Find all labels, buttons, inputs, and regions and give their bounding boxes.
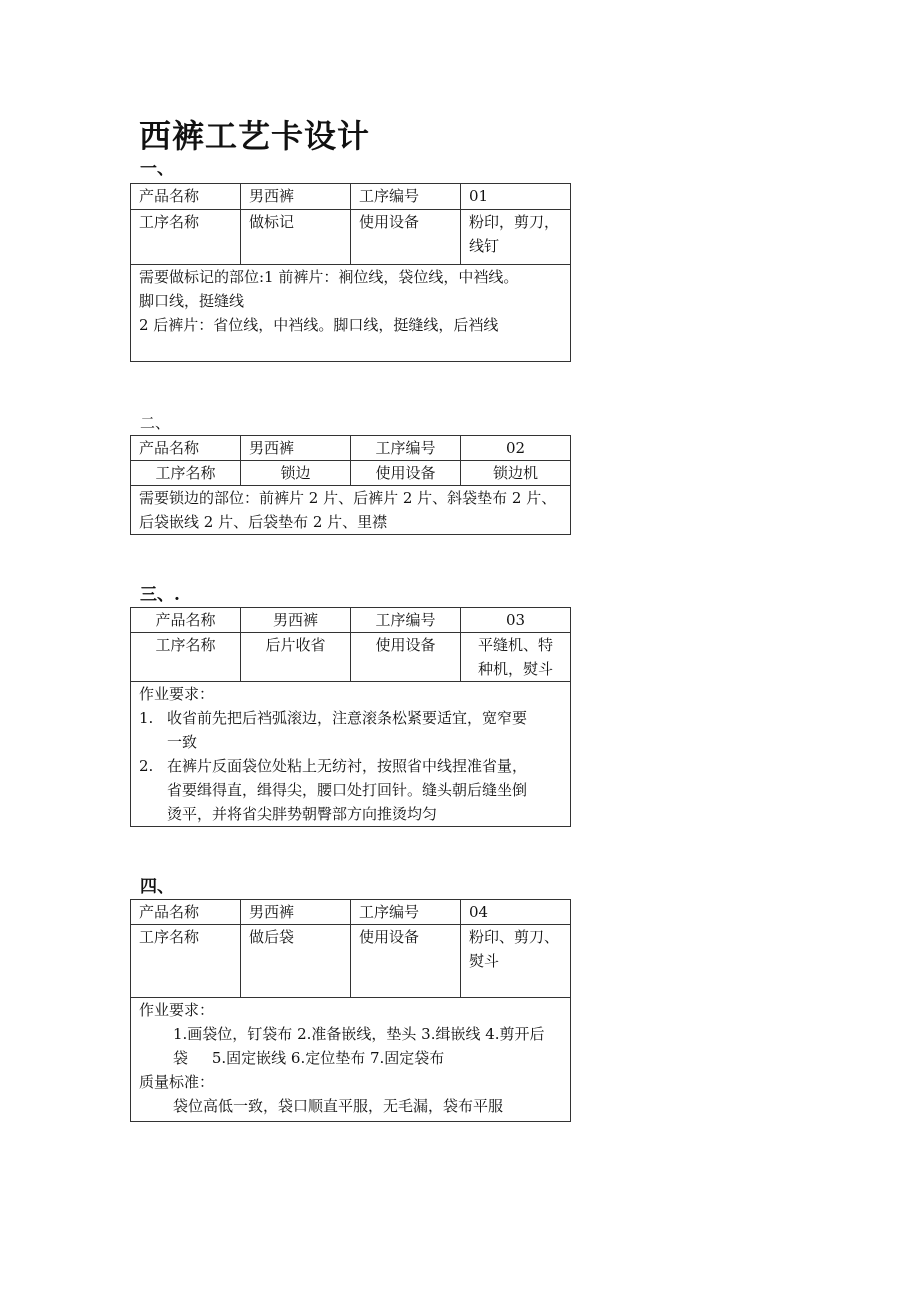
product-name-label: 产品名称 (131, 436, 241, 461)
quality-standard: 袋位高低一致，袋口顺直平服，无毛漏，袋布平服 (173, 1097, 504, 1115)
requirements-list (139, 706, 562, 826)
step-line: 袋 5.固定嵌线 6.定位垫布 7.固定袋布 (173, 1049, 445, 1067)
product-name-value: 男西裤 (241, 608, 351, 633)
process-card-1 (130, 183, 571, 362)
equipment-value (461, 633, 571, 682)
product-name-label: 产品名称 (131, 608, 241, 633)
requirements-title: 作业要求： (139, 1001, 215, 1019)
description-line: 需要做标记的部位:1 前裤片：裥位线，袋位线，中裆线。 (139, 268, 519, 286)
equipment-line: 平缝机、特 (477, 636, 553, 654)
step-line: 1.画袋位，钉袋布 2.准备嵌线，垫头 3.缉嵌线 4.剪开后 (173, 1025, 545, 1043)
process-name-label: 工序名称 (131, 210, 241, 265)
process-name-label: 工序名称 (131, 633, 241, 682)
section-2-label: 二、 (140, 414, 171, 432)
equipment-line: 粉印、剪刀、 (469, 928, 560, 946)
work-requirements (131, 998, 571, 1122)
equipment-label: 使用设备 (351, 633, 461, 682)
process-no-value: 01 (461, 184, 571, 210)
marking-description (131, 265, 571, 362)
process-no-value: 04 (461, 900, 571, 925)
list-item (139, 754, 562, 826)
equipment-line: 熨斗 (469, 952, 500, 970)
list-line: 省要缉得直，缉得尖，腰口处打回针。缝头朝后缝坐倒 (167, 781, 528, 799)
equipment-value (461, 925, 571, 998)
description-line: 需要锁边的部位：前裤片 2 片、后裤片 2 片、斜袋垫布 2 片、 (139, 489, 557, 507)
product-name-value: 男西裤 (241, 900, 351, 925)
process-name-value: 做标记 (241, 210, 351, 265)
process-name-value: 做后袋 (241, 925, 351, 998)
section-4-label: 四、 (140, 877, 174, 897)
process-name-label: 工序名称 (131, 925, 241, 998)
description-line: 后袋嵌线 2 片、后袋垫布 2 片、里襟 (139, 513, 388, 531)
product-name-label: 产品名称 (131, 900, 241, 925)
equipment-value (461, 210, 571, 265)
serging-description (131, 486, 571, 535)
process-no-label: 工序编号 (351, 436, 461, 461)
list-number: 2. (139, 757, 154, 775)
description-line: 2 后裤片：省位线，中裆线。脚口线，挺缝线，后裆线 (139, 316, 499, 334)
process-no-label: 工序编号 (351, 900, 461, 925)
process-name-value: 锁边 (241, 461, 351, 486)
process-card-4 (130, 899, 571, 1122)
list-line: 一致 (167, 733, 198, 751)
page-title: 西裤工艺卡设计 (139, 117, 371, 155)
equipment-label: 使用设备 (351, 461, 461, 486)
list-line: 在裤片反面袋位处粘上无纺衬，按照省中线捏准省量， (167, 757, 528, 775)
equipment-line: 线钉 (469, 237, 500, 255)
equipment-line: 粉印，剪刀， (469, 213, 560, 231)
process-name-value: 后片收省 (241, 633, 351, 682)
requirements-steps (139, 1022, 562, 1070)
list-number: 1. (139, 709, 154, 727)
list-line: 烫平，并将省尖胖势朝臀部方向推烫均匀 (167, 805, 438, 823)
equipment-line: 种机，熨斗 (477, 660, 553, 678)
equipment-value: 锁边机 (461, 461, 571, 486)
list-line: 收省前先把后裆弧滚边，注意滚条松紧要适宜，宽窄要 (167, 709, 528, 727)
process-name-label: 工序名称 (131, 461, 241, 486)
process-no-label: 工序编号 (351, 608, 461, 633)
requirements-title: 作业要求： (139, 685, 215, 703)
product-name-label: 产品名称 (131, 184, 241, 210)
process-no-label: 工序编号 (351, 184, 461, 210)
quality-title: 质量标准： (139, 1073, 215, 1091)
description-line: 脚口线，挺缝线 (139, 292, 245, 310)
process-no-value: 03 (461, 608, 571, 633)
list-item (139, 706, 562, 754)
equipment-label: 使用设备 (351, 925, 461, 998)
process-no-value: 02 (461, 436, 571, 461)
product-name-value: 男西裤 (241, 184, 351, 210)
section-1-label: 一、 (140, 159, 174, 179)
product-name-value: 男西裤 (241, 436, 351, 461)
process-card-2 (130, 435, 571, 535)
equipment-label: 使用设备 (351, 210, 461, 265)
process-card-3 (130, 607, 571, 827)
work-requirements (131, 682, 571, 827)
section-3-label: 三、. (140, 585, 180, 605)
